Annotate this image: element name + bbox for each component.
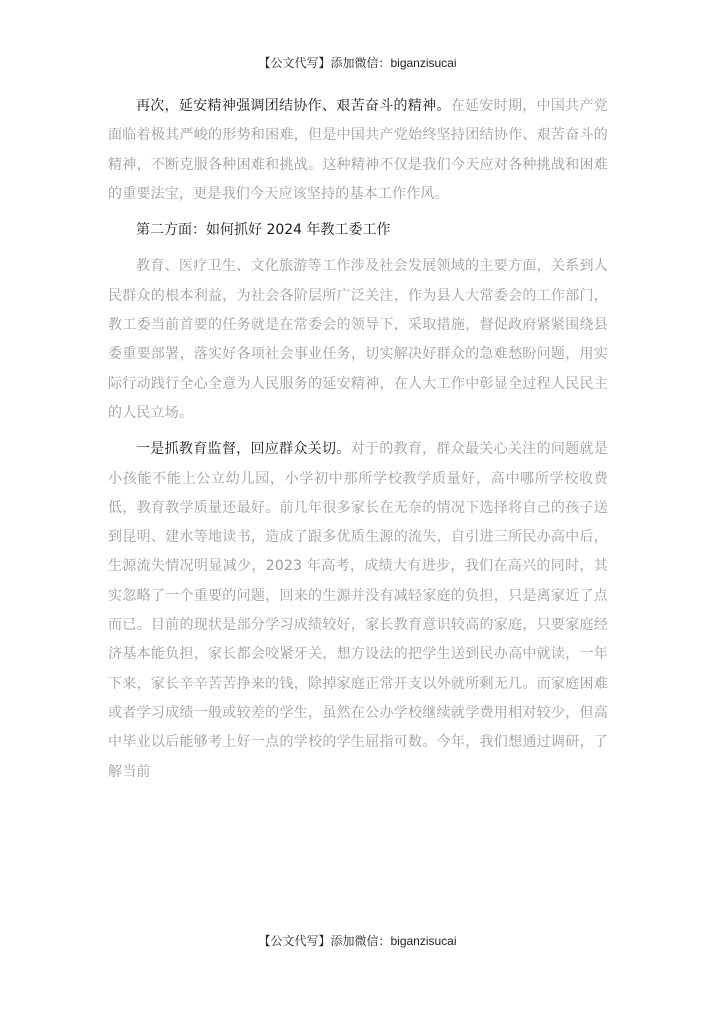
paragraph-text: 教育、医疗卫生、文化旅游等工作涉及社会发展领域的主要方面，关系到人民群众的根本利益，为社会各阶层所广泛关注，作为县人大常委会的工作部门，教工委当前首要的任务就是在常委会的领导下，采取措施，督促政府紧紧围绕县委重要部署，落实好各项社会事业任务，切实解决好群众的急难愁盼问题，用实际行动践行全心全意为人民服务的延安精神，在人大工作中彰显全过程人民民主的人民立场。 — [108, 258, 608, 421]
paragraph-committee-work — [108, 252, 608, 428]
paragraph-text: 对于的教育，群众最关心关注的问题就是小孩能不能上公立幼儿园，小学初中那所学校教学质量好，高中哪所学校收费低，教育教学质量还最好。前几年很多家长在无奈的情况下选择将自己的孩子送到昆明、建水等地读书，造成了跟多优质生源的流失，自引进三所民办高中后，生源流失情况明显减少，2023 年高考，成绩大有进步，我们在高兴的同时，其实忽略了一个重要的问题，回来的生源并没有减轻家庭的负担，只是离家近了点而已。目前的现状是部分学习成绩较好，家长教育意识较高的家庭，只要家庭经济基本能负担，家长都会咬紧牙关，想方设法的把学生送到民办高中就读，一年下来，家长辛辛苦苦挣来的钱，除掉家庭正常开支以外就所剩无几。而家庭困难或者学习成绩一般或较差的学生，虽然在公办学校继续就学费用相对较少，但高中毕业以后能够考上好一点的学校的学生屈指可数。今年，我们想通过调研，了解当前 — [108, 441, 608, 780]
document-body — [108, 92, 608, 794]
footer-wechat-id: biganzisucai — [390, 934, 457, 948]
paragraph-yanan-spirit — [108, 92, 608, 209]
paragraph-lead: 再次，延安精神强调团结协作、艰苦奋斗的精神。 — [136, 98, 451, 114]
page-footer — [0, 932, 715, 949]
footer-label: 【公文代写】添加微信： — [258, 934, 391, 948]
page-header — [0, 54, 715, 71]
paragraph-text: 在延安时期，中国共产党面临着极其严峻的形势和困难，但是中国共产党始终坚持团结协作、艰苦奋斗的精神，不断克服各种困难和挑战。这种精神不仅是我们今天应对各种挑战和困难的重要法宝，更是我们今天应该坚持的基本工作作风。 — [108, 98, 608, 202]
header-label: 【公文代写】添加微信： — [258, 56, 391, 70]
section-heading: 第二方面：如何抓好 2024 年教工委工作 — [136, 222, 391, 239]
paragraph-lead: 一是抓教育监督，回应群众关切。 — [136, 441, 351, 458]
header-wechat-id: biganzisucai — [390, 56, 457, 70]
paragraph-education-supervision — [108, 435, 608, 787]
